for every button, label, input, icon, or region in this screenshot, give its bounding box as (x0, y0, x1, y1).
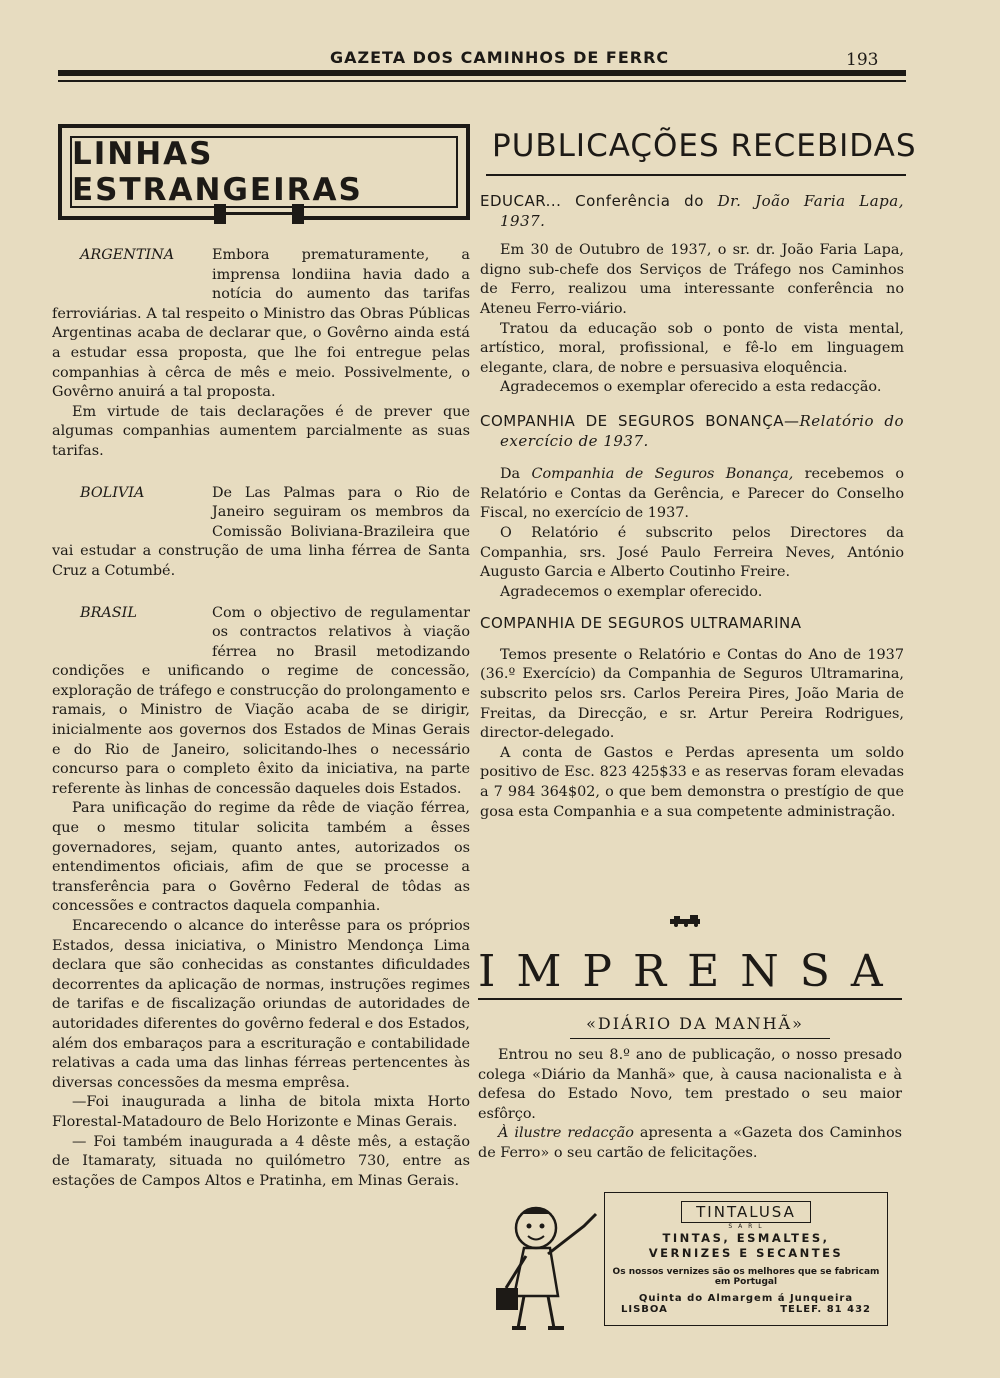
ad-slogan: Os nossos vernizes são os melhores que se fabricam em Portugal (612, 1267, 880, 1287)
section-title-imprensa: IMPRENSA (478, 946, 904, 997)
educar-paragraph-1: Em 30 de Outubro de 1937, o sr. dr. João Faria Lapa, digno sub-chefe dos Serviços de Tráfego nos Caminhos de Ferro, realizou uma interessante conferência no Ateneu Ferro-viário. (480, 242, 904, 317)
ad-line-2: VERNIZES E SECANTES (648, 1246, 844, 1260)
ultramarina-paragraph-2: A conta de Gastos e Perdas apresenta um soldo positivo de Esc. 823 425$33 e as reservas foram elevadas a 7 984 364$02, o que bem demonstra o prestígio de que gosa esta Companhia e a sua competente administração. (480, 744, 904, 820)
country-label-bolivia: BOLIVIA (80, 484, 145, 501)
brasil-paragraph-4: —Foi inaugurada a linha de bitola mixta Horto Florestal-Matadouro de Belo Horizonte e Minas Gerais. (52, 1094, 470, 1130)
educar-paragraph-3: Agradecemos o exemplar oferecido a esta redacção. (500, 379, 882, 396)
newspaper-title: GAZETA DOS CAMINHOS DE FERRC (330, 48, 670, 67)
ad-address: Quinta do Almargem á Junqueira (638, 1293, 854, 1304)
diario-paragraph-2: À ilustre redacção apresenta a «Gazeta dos Caminhos de Ferro» o seu cartão de felicitações. (478, 1125, 902, 1161)
country-label-argentina: ARGENTINA (80, 247, 175, 263)
header-rule-thick (58, 70, 906, 76)
title-box-inner (70, 136, 458, 208)
section-title-publicacoes-recebidas: PUBLICAÇÕES RECEBIDAS (492, 128, 917, 164)
brasil-paragraph-1: Com o objectivo de regulamentar os contractos relativos à viação férrea no Brasil metodizando condições e unificando o regime de concessão, exploração de tráfego e construcção do prolongamento e ramais, o Ministro de Viação acaba de se dirigir, inicialmente aos governos dos Estados de Minas Gerais e do Rio de Janeiro, solicitando-lhes o necessário concurso para o completo êxito da iniciativa, na parte referente às linhas de concessão daqueles dois Estados. (52, 604, 470, 797)
imprensa-column (478, 1046, 902, 1164)
bonanca-paragraph-1: Da Companhia de Seguros Bonança, recebemos o Relatório e Contas da Gerência, e Parecer do Conselho Fiscal, no exercício de 1937. (480, 466, 905, 522)
bonanca-paragraph-3: Agradecemos o exemplar oferecido. (500, 583, 763, 600)
diario-heading-rule (570, 1038, 830, 1039)
header-rule-thin (58, 80, 906, 82)
ad-line-1: TINTAS, ESMALTES, (662, 1231, 830, 1245)
educar-heading: EDUCAR... Conferência do Dr. João Faria Lapa, 1937. (480, 192, 904, 230)
train-ornament-icon (668, 914, 704, 928)
educar-paragraph-2: Tratou da educação sob o ponto de vista mental, artístico, moral, profissional, e fê-lo em linguagem elegante, clara, de nobre e persuasiva eloquência. (480, 320, 904, 376)
brasil-paragraph-3: Encarecendo o alcance do interêsse para os próprios Estados, dessa iniciativa, o Ministro Mendonça Lima declara que são conhecidas as constantes dificuldades decorrentes da aplicação de normas, instruções regimes de tarifas e de fiscalização oriundas de autoridades de autoridades diferentes do govêrno federal e dos Estados, além dos embaraços para a escrituração e contabilidade relativas a cada uma das linhas férreas pertencentes às diversas concessões da mesma emprêsa. (52, 918, 470, 1091)
section-title-rule (486, 174, 906, 176)
brasil-paragraph-5: — Foi também inaugurada a 4 dêste mês, a estação de Itamaraty, situada no quilómetro 730, entre as estações de Campos Altos e Pratinha, em Minas Gerais. (52, 1133, 470, 1189)
bolivia-paragraph-1: De Las Palmas para o Rio de Janeiro seguiram os membros da Comissão Boliviana-Brazileira que vai estudar a construção de uma linha férrea de Santa Cruz a Cotumbé. (52, 484, 470, 579)
ad-city: LISBOA (621, 1304, 668, 1315)
diario-paragraph-1: Entrou no seu 8.º ano de publicação, o nosso presado colega «Diário da Manhã» que, à causa nacionalista e à defesa do Estado Novo, tem prestado o seu maior esfôrço. (478, 1047, 902, 1122)
right-column (480, 192, 904, 822)
brasil-paragraph-2: Para unificação do regime da rêde de viação férrea, que o mesmo titular solicita também a êsses governadores, sejam, quanto antes, autorizados os entendimentos oficiais, afim de que se processe a transferência para o Govêrno Federal de tôdas as concessões e contractos daquela companhia. (52, 800, 470, 915)
bonanca-heading: COMPANHIA DE SEGUROS BONANÇA—Relatório do exercício de 1937. (480, 411, 904, 450)
ad-contact-row (605, 1304, 887, 1315)
imprensa-rule (478, 998, 902, 1000)
left-column (52, 246, 470, 1191)
bolivia-article (52, 484, 470, 582)
ultramarina-paragraph-1: Temos presente o Relatório e Contas do Ano de 1937 (36.º Exercício) da Companhia de Seguros Ultramarina, subscrito pelos srs. Carlos Pereira Pires, João Maria de Freitas, da Direcção, e sr. Artur Pereira Rodrigues, director-delegado. (480, 646, 904, 742)
ad-brand-sub: S A R L (728, 1223, 764, 1230)
ad-phone: TELEF. 81 432 (780, 1304, 871, 1315)
section-title-linhas-estrangeiras: LINHAS ESTRANGEIRAS (72, 136, 363, 208)
title-box-tick-bar (226, 212, 292, 215)
diario-da-manha-heading: «DIÁRIO DA MANHÃ» (586, 1014, 804, 1033)
bonanca-paragraph-2: O Relatório é subscrito pelos Directores da Companhia, srs. José Paulo Ferreira Neves, António Augusto Garcia e Alberto Coutinho Freire. (480, 524, 904, 581)
country-label-brasil: BRASIL (80, 604, 137, 621)
argentina-paragraph-2: Em virtude de tais declarações é de prever que algumas companhias aumentem parcialmente as suas tarifas. (52, 403, 470, 459)
ultramarina-heading: COMPANHIA DE SEGUROS ULTRAMARINA (480, 614, 802, 633)
ad-brand-logo: TINTALUSA (681, 1201, 811, 1223)
painter-mascot-icon (484, 1196, 604, 1336)
brasil-article (52, 604, 470, 800)
tintalusa-advertisement (604, 1192, 888, 1326)
page-number: 193 (846, 50, 879, 70)
argentina-article (52, 246, 470, 403)
argentina-paragraph-1: Embora prematuramente, a imprensa londiina havia dado a notícia do aumento das tarifas ferroviárias. A tal respeito o Ministro das Obras Públicas Argentinas acaba de declarar que, o Govêrno ainda está a estudar essa proposta, que lhe foi entregue pelas companhias à cêrca de mês e meio. Possivelmente, o Govêrno anuirá a tal proposta. (52, 247, 470, 401)
